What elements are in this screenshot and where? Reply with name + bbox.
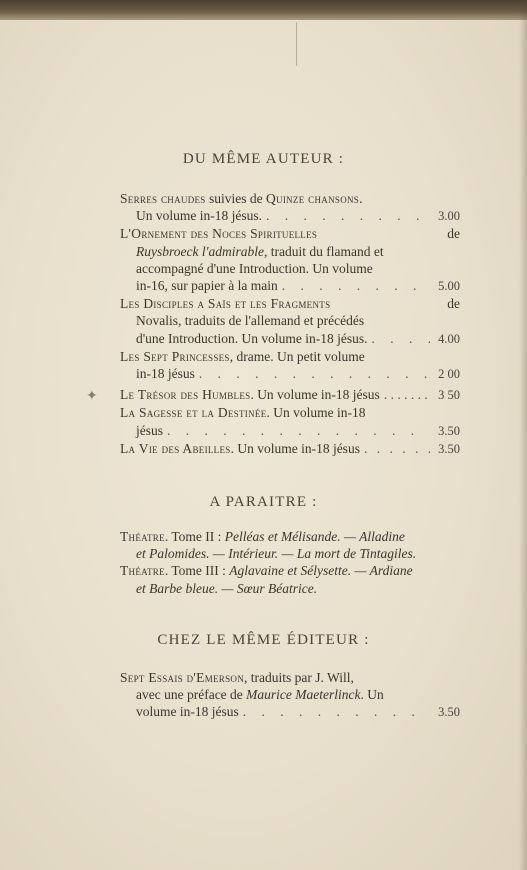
work-contents: et Palomides. — Intérieur. — La mort de Tintagiles. [136, 546, 417, 562]
work-connector: suivies de [208, 191, 263, 206]
work-format: . Un volume in-18 jésus [250, 387, 380, 403]
work-format: d'une Introduction. Un volume in-18 jésus. [136, 330, 368, 346]
work-title: Le Trésor des Humbles [120, 387, 251, 403]
work-price: 3.00 [438, 209, 460, 224]
work-title: Théatre [120, 529, 165, 544]
work-format: in-18 jésus [136, 366, 195, 382]
dot-leader [384, 386, 430, 403]
work-tresor-des-humbles [120, 386, 460, 404]
work-price: 2 00 [438, 367, 460, 382]
work-title: Sept Essais d'Emerson [120, 670, 245, 685]
work-format: in-16, sur papier à la main [136, 278, 278, 294]
work-desc: Novalis, traduits de l'allemand et précédés [136, 313, 365, 329]
work-format: jésus [136, 422, 163, 438]
heading-same-author: DU MÊME AUTEUR : [182, 151, 345, 167]
work-price: 3 50 [438, 388, 460, 403]
work-tome: . Tome II : [164, 529, 222, 544]
work-desc: , drame. Un petit volume [229, 348, 365, 364]
work-editor: Maurice Maeterlinck [246, 687, 361, 703]
work-desc: avec une préface de [136, 687, 243, 703]
page-shadow [519, 0, 527, 870]
work-of: de [447, 226, 460, 242]
work-contents: Pelléas et Mélisande. — Alladine [224, 529, 405, 544]
ink-blot: ✦ [86, 389, 98, 404]
publisher-emerson [120, 669, 460, 722]
heading-forthcoming: A PARAITRE : [209, 494, 318, 510]
work-contents: Aglavaine et Sélysette. — Ardiane [229, 563, 413, 579]
work-price: 3.50 [438, 423, 460, 438]
work-ornement [120, 225, 460, 295]
work-title: L'Ornement des Noces Spirituelles [120, 226, 318, 242]
dot-leader [372, 330, 430, 347]
forthcoming-list [120, 528, 460, 597]
work-title: Les Sept Princesses [120, 348, 230, 364]
publisher-list [120, 669, 460, 722]
work-title: Les Disciples a Saïs et les Fragments [120, 296, 331, 312]
forthcoming-theatre-2 [120, 528, 460, 562]
work-sept-princesses [120, 348, 460, 383]
work-desc: , traduit du flamand et [263, 243, 384, 259]
work-format: volume in-18 jésus [136, 704, 239, 720]
work-price: 5.00 [438, 279, 460, 294]
forthcoming-theatre-3 [120, 562, 460, 596]
work-desc: accompagné d'une Introduction. Un volume [136, 260, 373, 276]
work-desc: , traduits par J. Will, [244, 670, 354, 685]
work-desc: . Un [360, 687, 384, 703]
work-desc: . Un volume in-18 [266, 405, 366, 421]
work-serres-chaudes [120, 190, 460, 225]
work-of: de [447, 296, 460, 312]
work-title: Serres chaudes [120, 191, 206, 206]
fold-mark [296, 22, 297, 66]
dot-leader [199, 365, 430, 382]
work-sagesse [120, 404, 460, 439]
dot-leader [266, 207, 430, 224]
work-title: Théatre [120, 563, 165, 579]
work-contents: et Barbe bleue. — Sœur Béatrice. [136, 580, 318, 596]
work-author: Ruysbroeck l'admirable [136, 243, 264, 259]
binding-edge [0, 0, 527, 20]
works-list [120, 190, 460, 458]
work-subtitle: Quinze chansons. [265, 191, 363, 206]
work-title: La Vie des Abeilles [120, 440, 231, 456]
work-disciples [120, 295, 460, 348]
work-format: Un volume in-18 jésus. [136, 208, 262, 224]
dot-leader [282, 277, 430, 294]
work-price: 3.50 [438, 441, 460, 456]
work-title: La Sagesse et la Destinée [120, 405, 267, 421]
dot-leader [167, 422, 430, 439]
work-vie-des-abeilles [120, 440, 460, 458]
dot-leader [364, 440, 430, 457]
work-format: . Un volume in-18 jésus [230, 440, 360, 456]
work-price: 3.50 [438, 705, 460, 720]
work-tome: . Tome III : [164, 563, 226, 579]
work-price: 4.00 [438, 331, 460, 346]
dot-leader [243, 703, 430, 720]
heading-same-publisher: CHEZ LE MÊME ÉDITEUR : [157, 632, 370, 648]
